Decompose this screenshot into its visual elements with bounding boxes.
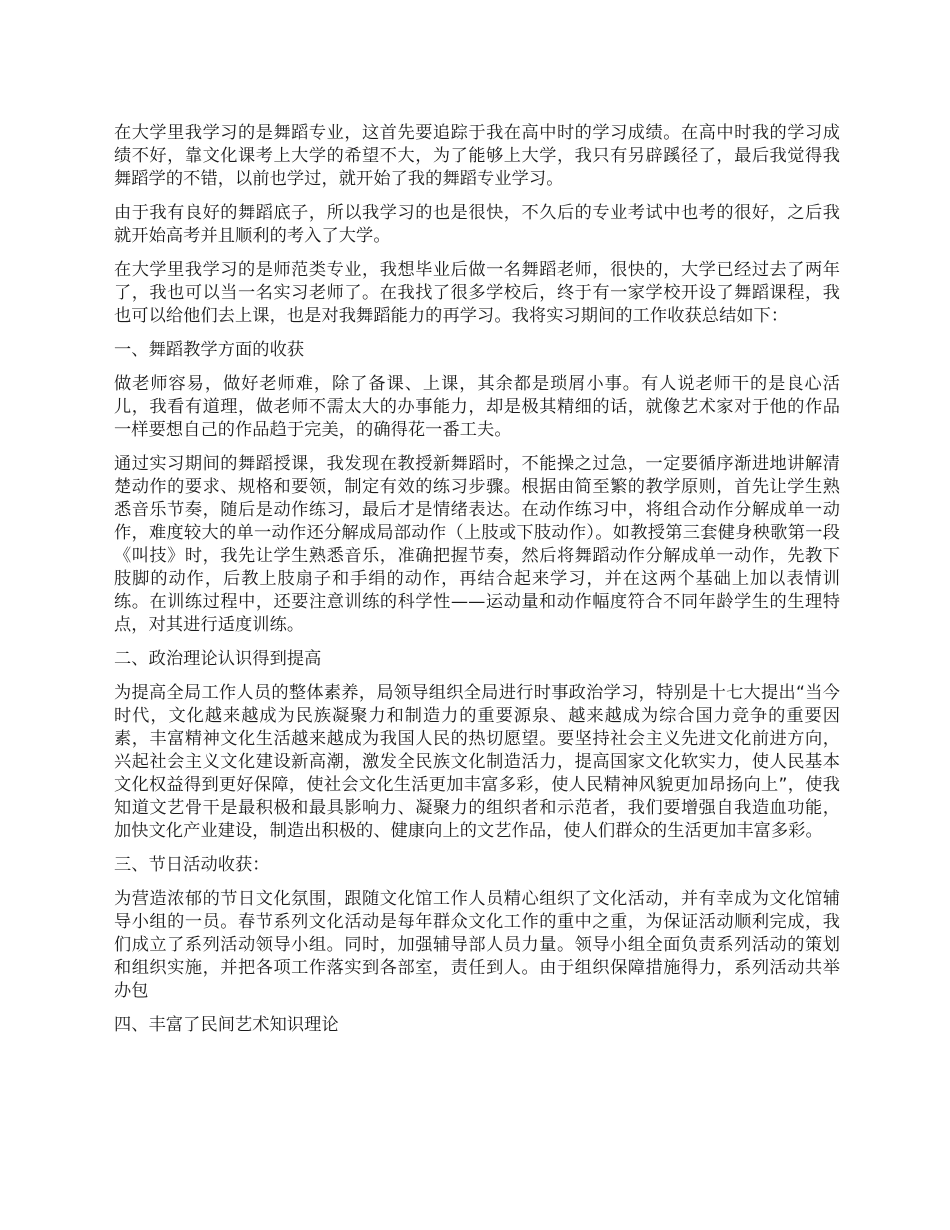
paragraph-political-study: 为提高全局工作人员的整体素养，局领导组织全局进行时事政治学习，特别是十七大提出“当今时代，文化越来越成为民族凝聚力和制造力的重要源泉、越来越成为综合国力竞争的重要因素，丰富精神文化生活越来越成为我国人民的热切愿望。要坚持社会主义先进文化前进方向，兴起社会主义文化建设新高潮，激发全民族文化制造活力，提高国家文化软实力，使人民基本文化权益得到更好保障，使社会文化生活更加丰富多彩，使人民精神风貌更加昂扬向上”，使我知道文艺骨干是最积极和最具影响力、凝聚力的组织者和示范者，我们要增强自我造血功能，加快文化产业建设，制造出积极的、健康向上的文艺作品，使人们群众的生活更加丰富多彩。 <box>114 683 840 841</box>
paragraph-internship: 在大学里我学习的是师范类专业，我想毕业后做一名舞蹈老师，很快的，大学已经过去了两年了，我也可以当一名实习老师了。在我找了很多学校后，终于有一家学校开设了舞蹈课程，我也可以给他们去上课，也是对我舞蹈能力的再学习。我将实习期间的工作收获总结如下： <box>114 260 840 326</box>
paragraph-festival: 为营造浓郁的节日文化氛围，跟随文化馆工作人员精心组织了文化活动，并有幸成为文化馆辅导小组的一员。春节系列文化活动是每年群众文化工作的重中之重，为保证活动顺利完成，我们成立了系列活动领导小组。同时，加强辅导部人员力量。领导小组全面负责系列活动的策划和组织实施，并把各项工作落实到各部室，责任到人。由于组织保障措施得力，系列活动共举办包 <box>114 889 840 1001</box>
paragraph-intro: 在大学里我学习的是舞蹈专业，这首先要追踪于我在高中时的学习成绩。在高中时我的学习成绩不好，靠文化课考上大学的希望不大，为了能够上大学，我只有另辟蹊径了，最后我觉得我舞蹈学的不错，以前也学过，就开始了我的舞蹈专业学习。 <box>114 123 840 189</box>
section-heading-political-theory: 二、政治理论认识得到提高 <box>114 649 322 669</box>
section-heading-festival-activities: 三、节日活动收获： <box>114 855 270 875</box>
paragraph-teaching-method: 通过实习期间的舞蹈授课，我发现在教授新舞蹈时，不能操之过急，一定要循序渐进地讲解清楚动作的要求、规格和要领，制定有效的练习步骤。根据由简至繁的教学原则，首先让学生熟悉音乐节奏，随后是动作练习，最后才是情绪表达。在动作练习中，将组合动作分解成单一动作，难度较大的单一动作还分解成局部动作（上肢或下肢动作）。如教授第三套健身秧歌第一段《叫技》时，我先让学生熟悉音乐，准确把握节奏，然后将舞蹈动作分解成单一动作，先教下肢脚的动作，后教上肢扇子和手绢的动作，再结合起来学习，并在这两个基础上加以表情训练。在训练过程中，还要注意训练的科学性——运动量和动作幅度符合不同年龄学生的生理特点，对其进行适度训练。 <box>114 454 840 635</box>
document-body <box>114 122 840 1048</box>
paragraph-teacher-role: 做老师容易，做好老师难，除了备课、上课，其余都是琐屑小事。有人说老师干的是良心活儿，我看有道理，做老师不需太大的办事能力，却是极其精细的话，就像艺术家对于他的作品一样要想自己的作品趋于完美，的确得花一番工夫。 <box>114 374 840 440</box>
section-heading-folk-art: 四、丰富了民间艺术知识理论 <box>114 1015 339 1035</box>
paragraph-foundation: 由于我有良好的舞蹈底子，所以我学习的也是很快，不久后的专业考试中也考的很好，之后我就开始高考并且顺利的考入了大学。 <box>114 203 840 246</box>
section-heading-dance-teaching: 一、舞蹈教学方面的收获 <box>114 340 305 360</box>
